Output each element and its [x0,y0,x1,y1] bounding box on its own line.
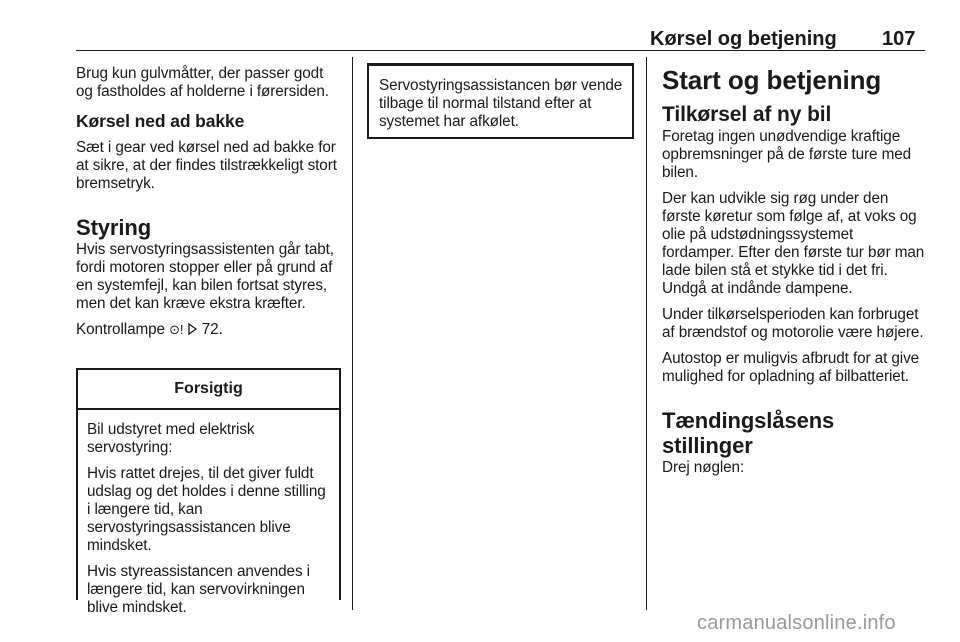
running-header-title: Kørsel og betjening [650,28,837,50]
watermark: carmanualsonline.info [697,612,896,634]
arrow-ref-icon [188,323,198,335]
downhill-text: Sæt i gear ved kørsel ned ad bakke for at sikre, at der findes tilstrækkeligt stort bremsetryk. [76,139,337,192]
power-steering-warning-icon: ⊙! [169,322,184,337]
column-left [76,65,340,339]
break-in-text-3: Under tilkørselsperioden kan forbruget af brændstof og motorolie være højere. [662,306,924,341]
note-text: Servostyringsassistancen bør vende tilbage til normal tilstand efter at systemet har afkølet. [379,77,623,130]
control-lamp-reference [76,321,340,339]
column-divider-2 [646,57,647,610]
break-in-heading: Tilkørsel af ny bil [662,103,832,126]
break-in-text-2: Der kan udvikle sig røg under den første køretur som følge af, at voks og olie på udstødningssystemet fordamper. Efter den første tur bør man lade bilen stå et stykke tid i det fri. Undgå at indånde dampene. [662,190,925,297]
caution-text-2: Hvis rattet drejes, til det giver fuldt udslag og det holdes i denne stilling i længere tid, kan servostyringsassistancen blive mindsket. [87,465,326,554]
downhill-heading: Kørsel ned ad bakke [76,111,245,131]
ignition-text: Drej nøglen: [662,459,745,476]
break-in-text-1: Foretag ingen unødvendige kraftige opbremsninger på de første ture med bilen. [662,128,912,181]
floor-mat-text: Brug kun gulvmåtter, der passer godt og fastholdes af holderne i førersiden. [76,65,329,100]
control-lamp-label: Kontrollampe [76,321,165,338]
caution-text-1: Bil udstyret med elektrisk servostyring: [87,421,255,456]
caution-box [76,368,341,616]
steering-heading: Styring [76,215,152,240]
page-number: 107 [882,28,916,50]
header-rule [76,50,925,51]
note-box [367,63,634,139]
caution-text-3: Hvis styreassistancen anvendes i længere tid, kan servovirkningen blive mindsket. [87,563,310,616]
section-heading: Start og betjening [662,65,882,95]
control-lamp-page: 72. [201,321,223,338]
ignition-heading: Tændingslåsens stillinger [662,408,835,458]
steering-text: Hvis servostyringsassistenten går tabt, fordi motoren stopper eller på grund af en systemfejl, kan bilen fortsat styres, men det kan kræve ekstra kræfter. [76,241,334,312]
column-right [662,64,925,477]
caution-title: Forsigtig [78,370,339,410]
column-divider-1 [352,57,353,610]
break-in-text-4: Autostop er muligvis afbrudt for at give mulighed for opladning af bilbatteriet. [662,350,920,385]
